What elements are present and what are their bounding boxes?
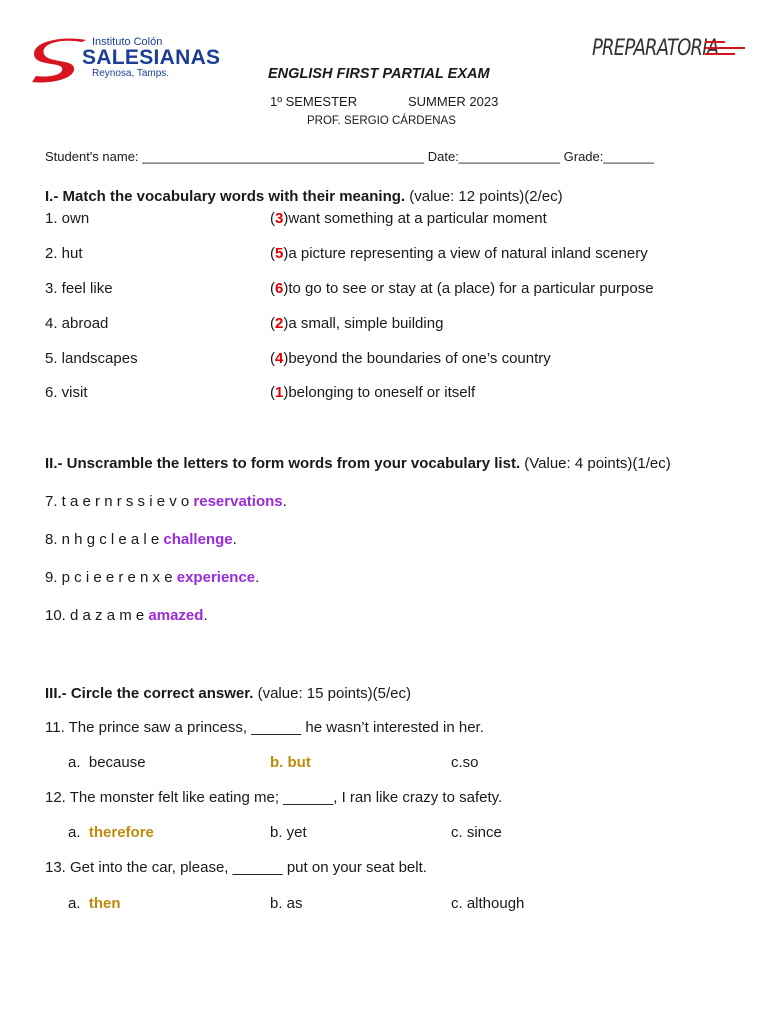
unscramble-answer: reservations (193, 493, 283, 510)
question-text: 13. Get into the car, please, ______ put on your seat belt. (45, 859, 427, 876)
match-meaning: (5)a picture representing a view of natural inland scenery (270, 245, 648, 262)
option-b-correct: b. but (270, 754, 311, 771)
logo-city-text: Reynosa, Tamps. (92, 68, 170, 79)
exam-title: ENGLISH FIRST PARTIAL EXAM (268, 66, 490, 82)
section2-heading: II.- Unscramble the letters to form words from your vocabulary list. (Value: 4 points)(1/ec) (45, 455, 671, 472)
unscramble-item: 7. t a e r n r s s i e v o reservations. (45, 493, 287, 510)
match-word: 5. landscapes (45, 350, 138, 367)
match-meaning: (4)beyond the boundaries of one’s country (270, 350, 551, 367)
question-text: 12. The monster felt like eating me; ______, I ran like crazy to safety. (45, 789, 503, 806)
match-meaning: (6)to go to see or stay at (a place) for a particular purpose (270, 280, 654, 297)
match-meaning: (3)want something at a particular moment (270, 210, 547, 227)
option-a: a. therefore (68, 824, 154, 841)
option-b: b. as (270, 895, 303, 912)
logo-institute-text: Instituto Colón (92, 36, 163, 48)
unscramble-item: 8. n h g c l e a l e challenge. (45, 531, 237, 548)
unscramble-item: 9. p c i e e r e n x e experience. (45, 569, 260, 586)
match-word: 6. visit (45, 384, 88, 401)
option-a: a. then (68, 895, 121, 912)
match-word: 3. feel like (45, 280, 113, 297)
school-logo (30, 36, 221, 86)
level-underline-icon (703, 40, 747, 56)
question-text: 11. The prince saw a princess, ______ he wasn’t interested in her. (45, 719, 484, 736)
professor-text: PROF. SERGIO CÁRDENAS (307, 115, 456, 127)
unscramble-item: 10. d a z a m e amazed. (45, 607, 208, 624)
option-a-correct: then (88, 895, 121, 912)
term-text: SUMMER 2023 (408, 94, 499, 109)
section1-heading: I.- Match the vocabulary words with their meaning. (value: 12 points)(2/ec) (45, 188, 563, 205)
student-info-line: Student's name: _______________________________________ Date:______________ Grade:_______ (45, 149, 654, 164)
match-word: 4. abroad (45, 315, 109, 332)
match-word: 1. own (45, 210, 90, 227)
option-a: a. because (68, 754, 146, 771)
option-a-correct: therefore (88, 824, 154, 841)
unscramble-answer: amazed (148, 607, 204, 624)
logo-name-text: SALESIANAS (82, 46, 221, 69)
unscramble-answer: challenge (163, 531, 233, 548)
option-c: c. since (451, 824, 502, 841)
level-label: PREPARATORIA (592, 36, 719, 61)
unscramble-answer: experience (176, 569, 256, 586)
option-c: c.so (451, 754, 479, 771)
match-word: 2. hut (45, 245, 83, 262)
match-meaning: (2)a small, simple building (270, 315, 444, 332)
salesianas-s-logo-icon (30, 38, 90, 86)
option-c: c. although (451, 895, 525, 912)
option-b: b. yet (270, 824, 307, 841)
semester-text: 1º SEMESTER (270, 94, 358, 109)
section3-heading: III.- Circle the correct answer. (value: 15 points)(5/ec) (45, 685, 411, 702)
match-meaning: (1)belonging to oneself or itself (270, 384, 476, 401)
